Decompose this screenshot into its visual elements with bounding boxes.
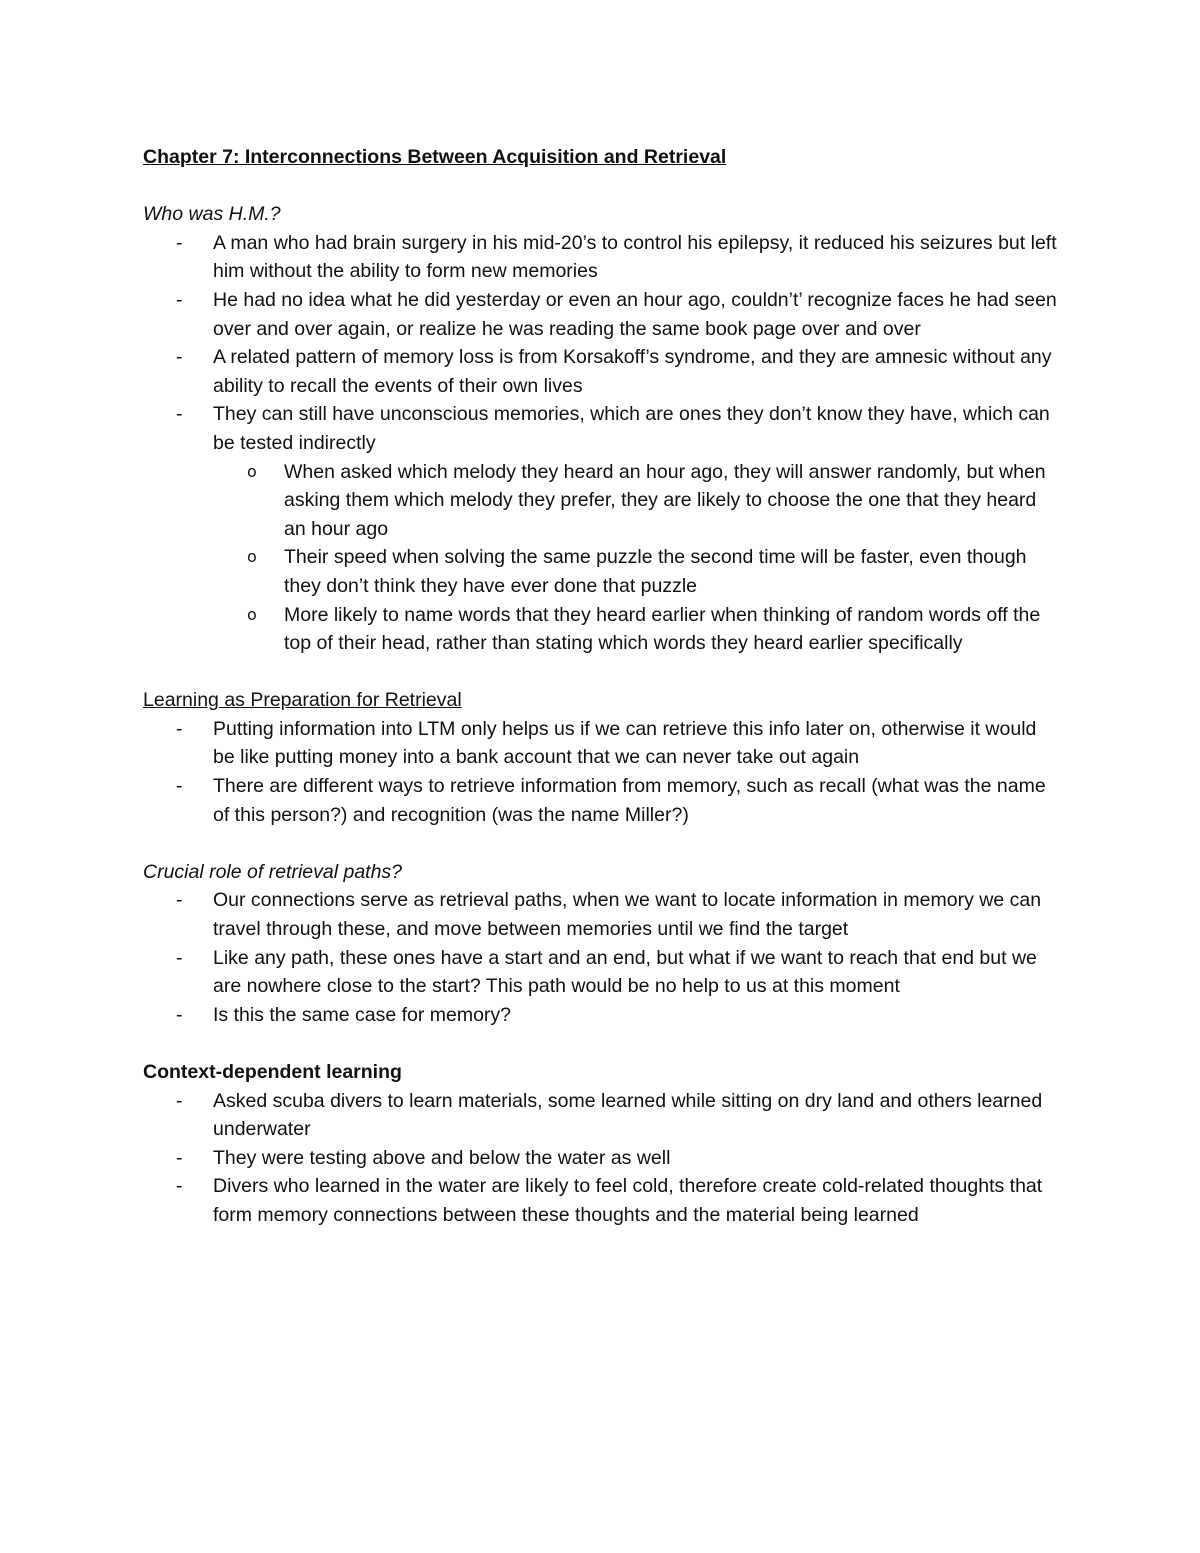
list-item [143,944,1063,1001]
list-item [143,886,1063,943]
list-item [143,1087,1063,1144]
dash-marker: - [176,1003,183,1026]
list-item [143,286,1063,343]
sub-list-item [213,601,1063,658]
list-item [143,229,1063,286]
list-item [143,400,1063,657]
page-title: Chapter 7: Interconnections Between Acquisition and Retrieval [143,146,727,168]
dash-marker: - [176,1089,183,1112]
list-item-text: A man who had brain surgery in his mid-20’s to control his epilepsy, it reduced his seizures but left him without the ability to form new memories [213,231,1057,283]
section-heading-retrieval-paths: Crucial role of retrieval paths? [143,860,403,883]
dash-marker: - [176,288,183,311]
list-item-text: There are different ways to retrieve information from memory, such as recall (what was the name of this person?) and recognition (was the name Miller?) [213,775,1046,826]
circle-bullet-icon: o [247,547,257,567]
dash-marker: - [176,1175,183,1198]
circle-bullet-icon: o [247,604,257,624]
dash-marker: - [176,1146,183,1169]
learning-preparation-list [143,715,1063,829]
list-item-text: They were testing above and below the water as well [213,1146,671,1169]
list-item [143,772,1063,829]
hm-bullet-list [143,229,1063,658]
list-item-text: A related pattern of memory loss is from Korsakoff’s syndrome, and they are amnesic without any ability to recall the events of their own lives [213,346,1052,397]
dash-marker: - [176,231,183,254]
list-item [143,1144,1063,1173]
dash-marker: - [176,346,183,369]
list-item-text: Our connections serve as retrieval paths, when we want to locate information in memory we can travel through these, and move between memories until we find the target [213,889,1042,941]
list-item-text: Like any path, these ones have a start and an end, but what if we want to reach that end but we are nowhere close to the start? This path would be no help to us at this moment [213,946,1037,998]
retrieval-paths-list [143,886,1063,1029]
section-retrieval-paths [143,858,1063,1030]
list-item-text: He had no idea what he did yesterday or even an hour ago, couldn’t’ recognize faces he had seen over and over again, or realize he was reading the same book page over and over [213,288,1057,340]
dash-marker: - [176,775,183,798]
unconscious-memory-sublist [213,458,1063,658]
sub-list-item-text: More likely to name words that they heard earlier when thinking of random words off the top of their head, rather than stating which words they heard earlier specifically [284,603,1041,655]
document-content [143,143,1063,1230]
list-item-text: Putting information into LTM only helps us if we can retrieve this info later on, otherwise it would be like putting money into a bank account that we can never take out again [213,717,1037,769]
section-hm [143,200,1063,658]
list-item-text: Asked scuba divers to learn materials, some learned while sitting on dry land and others learned underwater [213,1089,1043,1141]
list-item-text: Is this the same case for memory? [213,1003,512,1026]
sub-list-item [213,458,1063,544]
dash-marker: - [176,717,183,740]
section-context-dependent [143,1058,1063,1230]
circle-bullet-icon: o [247,461,257,481]
list-item-text: Divers who learned in the water are likely to feel cold, therefore create cold-related thoughts that form memory connections between these thoughts and the material being learned [213,1175,1043,1226]
context-dependent-list [143,1087,1063,1230]
list-item [143,343,1063,400]
section-learning-preparation [143,686,1063,829]
section-heading-context-dependent: Context-dependent learning [143,1061,402,1083]
dash-marker: - [176,889,183,912]
list-item [143,1001,1063,1030]
sub-list-item-text: When asked which melody they heard an hour ago, they will answer randomly, but when asking them which melody they prefer, they are likely to choose the one that they heard an hour ago [284,460,1046,540]
section-heading-learning-preparation: Learning as Preparation for Retrieval [143,689,462,712]
sub-list-item-text: Their speed when solving the same puzzle the second time will be faster, even though they don’t think they have ever done that puzzle [284,546,1027,597]
dash-marker: - [176,946,183,969]
section-heading-hm: Who was H.M.? [143,203,281,226]
dash-marker: - [176,403,183,426]
list-item [143,715,1063,772]
list-item [143,1172,1063,1229]
sub-list-item [213,543,1063,600]
list-item-text: They can still have unconscious memories, which are ones they don’t know they have, which can be tested indirectly [213,403,1050,454]
